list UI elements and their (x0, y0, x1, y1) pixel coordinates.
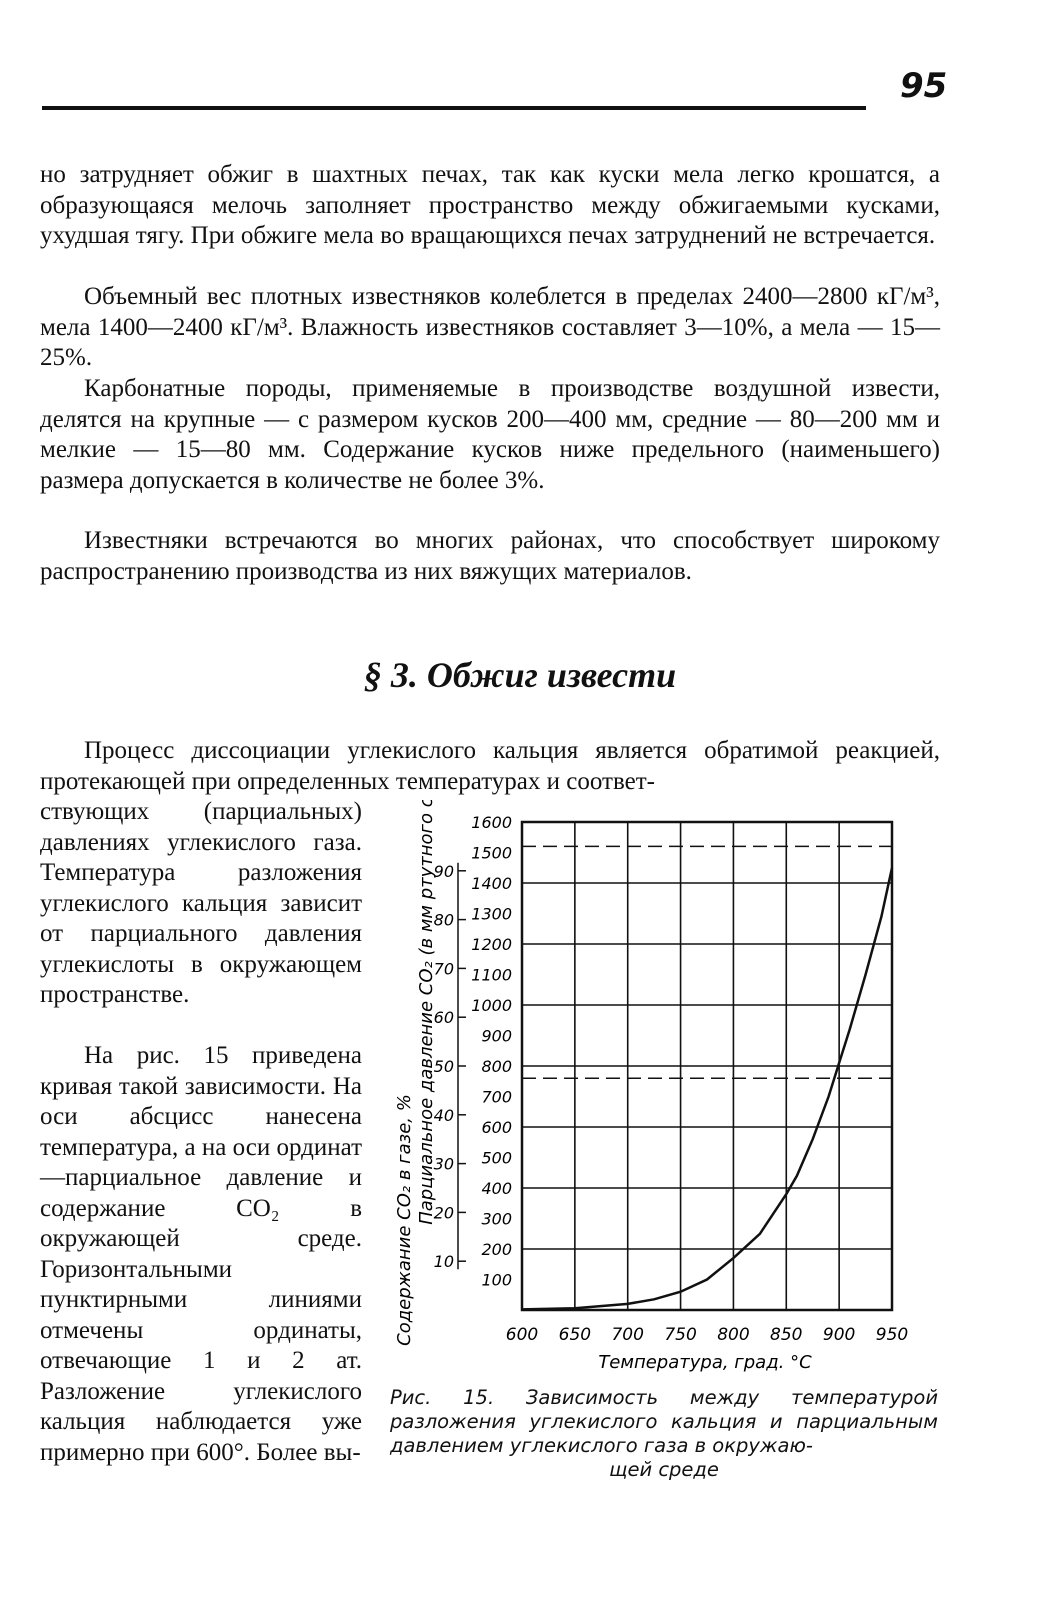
x-tick-label: 850 (770, 1325, 803, 1345)
y-tick-label: 800 (481, 1057, 512, 1076)
paragraph-4: Известняки встречаются во многих районах, что способствует широкому распространению производства из них вяжущих материалов. (40, 527, 940, 585)
x-tick-label: 950 (875, 1325, 909, 1345)
x-tick-label: 700 (611, 1325, 644, 1345)
x-tick-label: 800 (717, 1325, 750, 1345)
y2-tick-label: 80 (433, 910, 454, 930)
y2-tick-labels (434, 862, 466, 1271)
y2-tick-label: 40 (433, 1105, 454, 1125)
y-tick-label: 1500 (471, 843, 512, 863)
x-axis-label: Температура, град. °С (598, 1352, 812, 1373)
y-tick-label: 1400 (471, 874, 512, 893)
x-tick-label: 650 (558, 1325, 592, 1345)
y-tick-labels (471, 813, 512, 1290)
y-tick-label: 100 (481, 1270, 512, 1290)
page-number: 95 (900, 66, 948, 106)
narrow-paragraph-1: ствующих (парциальных) давлениях углекислого газа. Температура разложения углекислого кальция зависит от парциального давления углекислоты в окружающем пространстве. (40, 798, 362, 1008)
y2-tick-label: 90 (433, 861, 454, 881)
y2-tick-label: 50 (433, 1057, 454, 1076)
y-tick-label: 200 (481, 1240, 512, 1259)
decomposition-curve (522, 868, 892, 1310)
figure-15 (380, 800, 940, 1400)
y2-tick-label: 70 (433, 959, 454, 979)
paragraph-1: но затрудняет обжиг в шахтных печах, так как куски мела легко крошатся, а образующаяся мелочь заполняет пространство между обжигаемыми кусками, ухудшая тягу. При обжиге мела во вращающихся печах затруднений не встречается. (40, 161, 940, 249)
y-tick-label: 1100 (471, 965, 512, 985)
caption-end: щей среде (609, 1458, 719, 1481)
y2-axis-label: Содержание CO₂ в газе, % (394, 1094, 415, 1346)
y-axis-label: Парциальное давление CO₂ (в мм ртутного столба) (416, 800, 437, 1225)
x-tick-label: 900 (822, 1325, 856, 1345)
narrow-paragraph-2: На рис. 15 приведена кривая такой зависимости. На оси абсцисс нанесена температура, а на оси ординат—парциальное давление и содержание CO₂ в окружающей среде. Горизонтальными пунктирными линиями отмечены ординаты, отвечающие 1 и 2 ат. Разложение углекислого кальция наблюдается уже примерно при 600°. Более вы- (40, 1042, 362, 1466)
chart-grid (522, 822, 892, 1310)
y-tick-label: 500 (481, 1148, 512, 1168)
y-tick-label: 700 (481, 1087, 512, 1107)
intro-paragraph: Процесс диссоциации углекислого кальция является обратимой реакцией, протекающей при определенных температурах и соответ- (40, 737, 940, 795)
x-tick-label: 600 (505, 1325, 539, 1345)
y-tick-label: 400 (481, 1179, 512, 1198)
y2-tick-label: 30 (433, 1154, 454, 1174)
chart-dashed-lines (522, 846, 892, 1078)
x-tick-label: 750 (664, 1325, 697, 1345)
y2-tick-label: 60 (433, 1008, 454, 1028)
y-tick-label: 1300 (471, 904, 512, 924)
y-tick-label: 300 (481, 1209, 512, 1229)
x-tick-labels (506, 1325, 908, 1345)
y2-tick-label: 20 (433, 1203, 454, 1223)
y-tick-label: 1200 (471, 935, 512, 954)
paragraph-2: Объемный вес плотных известняков колеблется в пределах 2400—2800 кГ/м³, мела 1400—2400 кГ/м³. Влажность известняков составляет 3—10%, а мела — 15—25%. (40, 283, 940, 371)
y-tick-label: 900 (481, 1026, 512, 1046)
y-tick-label: 600 (481, 1118, 512, 1137)
paragraph-3: Карбонатные породы, применяемые в производстве воздушной извести, делятся на крупные — с размером кусков 200—400 мм, средние — 80—200 мм и мелкие — 15—80 мм. Содержание кусков ниже предельного (наименьшего) размера допускается в количестве не более 3%. (40, 375, 940, 494)
figure-caption (390, 1386, 938, 1482)
caption-main: Рис. 15. Зависимость между температурой разложения углекислого кальция и парциальным давлением углекислого газа в окружаю- (390, 1386, 938, 1457)
y-tick-label: 1000 (471, 996, 512, 1015)
section-heading: § 3. Обжиг извести (363, 655, 677, 695)
decomposition-chart (380, 800, 940, 1400)
y2-tick-label: 10 (433, 1252, 454, 1272)
y-tick-label: 1600 (471, 813, 512, 832)
header-rule (42, 106, 866, 110)
